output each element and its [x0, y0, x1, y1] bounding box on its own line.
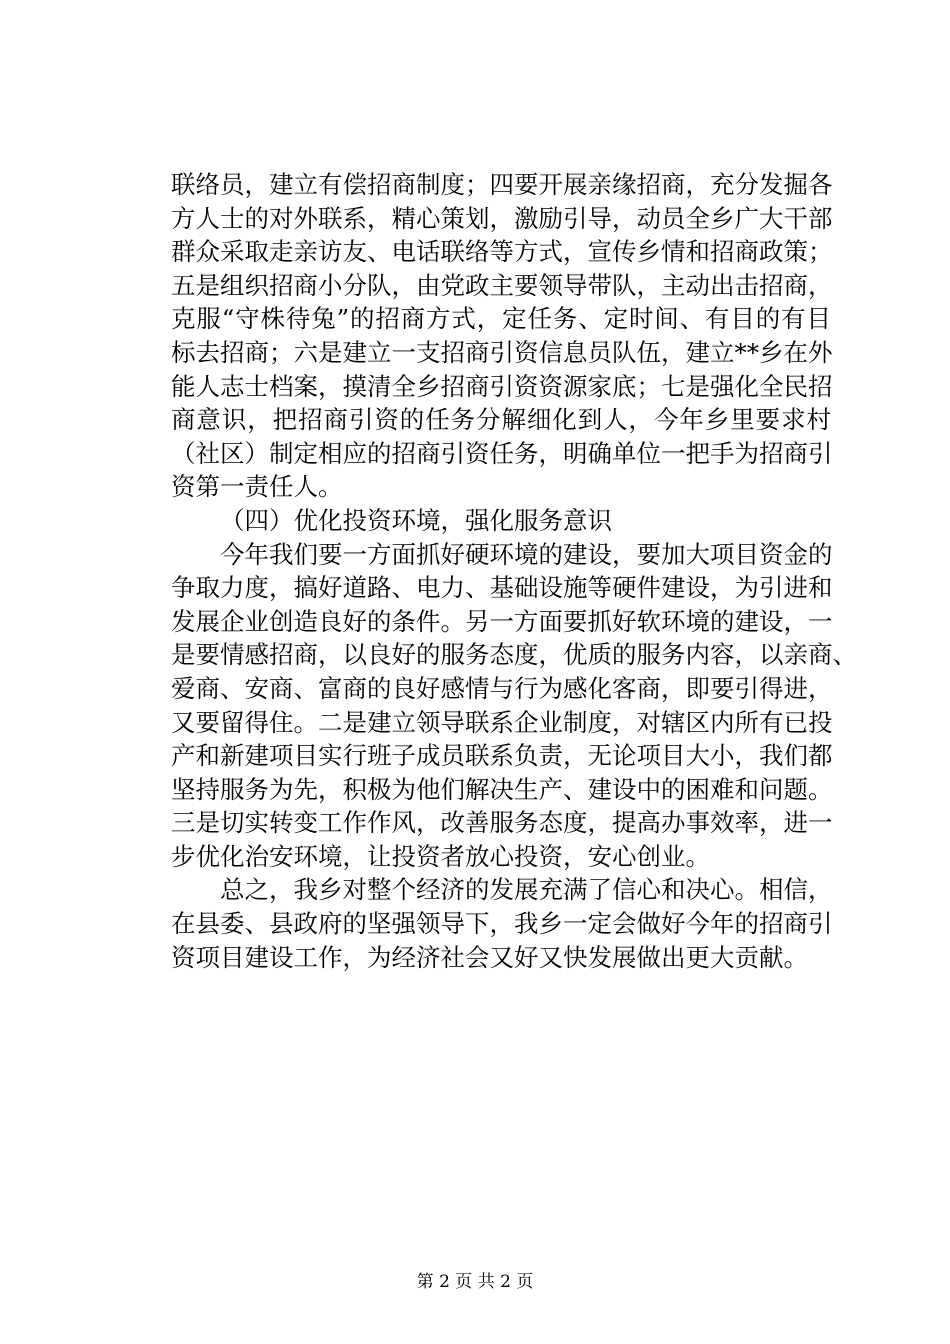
document-body: [171, 168, 857, 974]
text-line: 三是切实转变工作作风，改善服务态度，提高办事效率，进一: [171, 808, 833, 838]
text-line: 争取力度，搞好道路、电力、基础设施等硬件建设，为引进和: [171, 573, 833, 603]
text-line: 总之，我乡对整个经济的发展充满了信心和决心。相信，: [220, 875, 833, 905]
section-heading: （四）优化投资环境，强化服务意识: [220, 505, 612, 535]
text-line: 资第一责任人。: [171, 472, 343, 502]
text-line: 又要留得住。二是建立领导联系企业制度，对辖区内所有已投: [171, 707, 833, 737]
text-line: 群众采取走亲访友、电话联络等方式，宣传乡情和招商政策；: [171, 237, 833, 267]
text-line: 坚持服务为先，积极为他们解决生产、建设中的困难和问题。: [171, 774, 833, 804]
text-line: 标去招商；六是建立一支招商引资信息员队伍，建立**乡在外: [171, 337, 833, 367]
text-line: 今年我们要一方面抓好硬环境的建设，要加大项目资金的: [220, 539, 833, 569]
text-line: 方人士的对外联系，精心策划，激励引导，动员全乡广大干部: [171, 203, 833, 233]
text-line: 爱商、安商、富商的良好感情与行为感化客商，即要引得进，: [171, 673, 833, 703]
text-line: 联络员，建立有偿招商制度；四要开展亲缘招商，充分发掘各: [171, 170, 833, 199]
page-number-footer: 第 2 页 共 2 页: [416, 1272, 534, 1292]
text-line: 发展企业创造良好的条件。另一方面要抓好软环境的建设，一: [171, 606, 833, 636]
text-line: 能人志士档案，摸清全乡招商引资资源家底；七是强化全民招: [171, 371, 833, 401]
text-line: 商意识，把招商引资的任务分解细化到人，今年乡里要求村: [171, 405, 831, 435]
text-line: 是要情感招商，以良好的服务态度，优质的服务内容，以亲商、: [171, 640, 857, 670]
text-line: （社区）制定相应的招商引资任务，明确单位一把手为招商引: [171, 438, 833, 468]
text-line: 五是组织招商小分队，由党政主要领导带队，主动出击招商，: [171, 270, 833, 300]
text-line: 克服“守株待兔”的招商方式，定任务、定时间、有目的有目: [171, 304, 831, 334]
text-line: 产和新建项目实行班子成员联系负责，无论项目大小，我们都: [171, 741, 833, 771]
text-line: 在县委、县政府的坚强领导下，我乡一定会做好今年的招商引: [171, 909, 833, 939]
text-line: 步优化治安环境，让投资者放心投资，安心创业。: [171, 841, 710, 871]
text-line: 资项目建设工作，为经济社会又好又快发展做出更大贡献。: [171, 942, 808, 972]
